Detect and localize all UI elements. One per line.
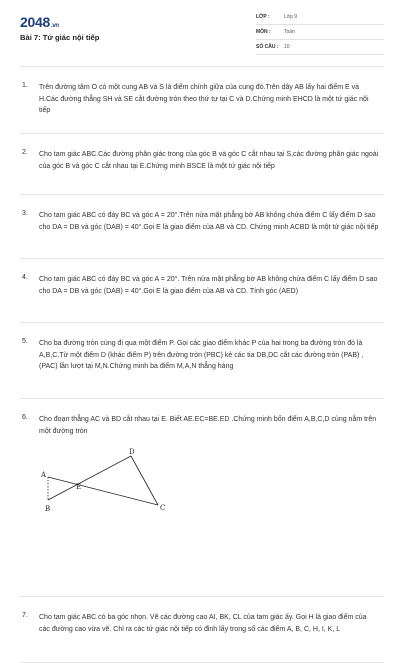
meta-row-subject: [256, 27, 384, 40]
meta-label: MÔN :: [256, 29, 271, 35]
question-item: [20, 195, 384, 259]
question-number: 3.: [22, 210, 28, 217]
point-label-b: B: [45, 505, 51, 513]
meta-info: [256, 12, 384, 57]
question-item: [20, 259, 384, 323]
question-text: Cho tam giác ABC.Các đường phân giác trong của góc B và góc C cắt nhau tại S,các đường phân giác ngoài của góc B và góc C cắt nhau tại E.Chứng minh BSCE là một tứ giác nội tiếp: [39, 151, 379, 170]
question-item: [20, 66, 384, 134]
question-item: [20, 597, 384, 663]
question-item: [20, 323, 384, 399]
question-text: Trên đường tâm O có một cung AB và S là điểm chính giữa của cung đó.Trên dây AB lấy hai điểm E và H.Các đường thẳng SH và SE cắt đường tròn theo thứ tự tại C và D.Chứng minh EHCD là một tứ giác nội tiếp: [39, 84, 369, 114]
question-item: [20, 134, 384, 195]
meta-row-class: [256, 12, 384, 25]
question-text: Cho tam giác ABC có đáy BC và góc A = 20°. Trên nửa mặt phẳng bờ AB không chứa điểm C lấy điểm D sao cho DA = DB và góc (DAB) = 40°.Gọi E là giao điểm của AB và CD. Tính góc (AED): [39, 276, 378, 295]
point-label-e: E: [76, 483, 82, 491]
question-number: 6.: [22, 414, 28, 421]
segment-bd: [48, 456, 131, 500]
logo-main: 2048: [20, 14, 50, 30]
point-label-a: A: [41, 471, 47, 479]
question-text: Cho ba đường tròn cùng đi qua một điểm P. Gọi các giao điểm khác P của hai trong ba đường tròn đó là A,B,C.Từ một điểm D (khác điểm P) trên đường tròn (PBC) kẻ các tia DB,DC cắt các đường tròn (PAB) ,(PAC) lần lượt tại M,N.Chứng minh ba điểm M,A,N thẳng hàng: [39, 340, 364, 370]
meta-value: Lớp 9: [284, 14, 298, 20]
question-number: 1.: [22, 82, 28, 89]
meta-label: SỐ CÂU :: [256, 44, 279, 50]
question-number: 5.: [22, 338, 28, 345]
page-header: [0, 0, 400, 64]
question-text: Cho tam giác ABC có đáy BC và góc A = 20°.Trên nửa mặt phẳng bờ AB không chứa điểm C lấy điểm D sao cho DA = DB và góc (DAB) = 40°.Gọi E là giao điểm của AB và CD. Chứng minh ACBD là một tứ giác nội tiếp: [39, 212, 379, 231]
meta-label: LỚP :: [256, 14, 270, 20]
point-label-c: C: [160, 504, 166, 512]
question-number: 4.: [22, 274, 28, 281]
meta-value: Toán: [284, 29, 295, 35]
point-label-d: D: [129, 448, 135, 456]
geometry-figure: [34, 446, 174, 518]
meta-value: 10: [284, 44, 290, 50]
question-number: 7.: [22, 612, 28, 619]
site-logo[interactable]: [20, 14, 59, 30]
question-number: 2.: [22, 149, 28, 156]
question-text: Cho đoạn thẳng AC và BD cắt nhau tại E. Biết AE.EC=BE.ED .Chứng minh bốn điểm A,B,C,D cùng nằm trên một đường tròn: [39, 416, 377, 435]
meta-row-count: [256, 42, 384, 55]
question-text: Cho tam giác ABC có ba góc nhọn. Vẽ các đường cao AI, BK, CL của tam giác ấy. Gọi H là giao điểm của các đường cao vừa vẽ. Chỉ ra các tứ giác nội tiếp có đỉnh lấy trong số các điểm A, B, C, H, I, K, L: [39, 614, 367, 633]
page-title: Bài 7: Tứ giác nội tiếp: [20, 33, 100, 42]
segment-dc: [131, 456, 158, 505]
logo-suffix: .vn: [50, 23, 59, 29]
geometry-figure-svg: [34, 446, 174, 518]
